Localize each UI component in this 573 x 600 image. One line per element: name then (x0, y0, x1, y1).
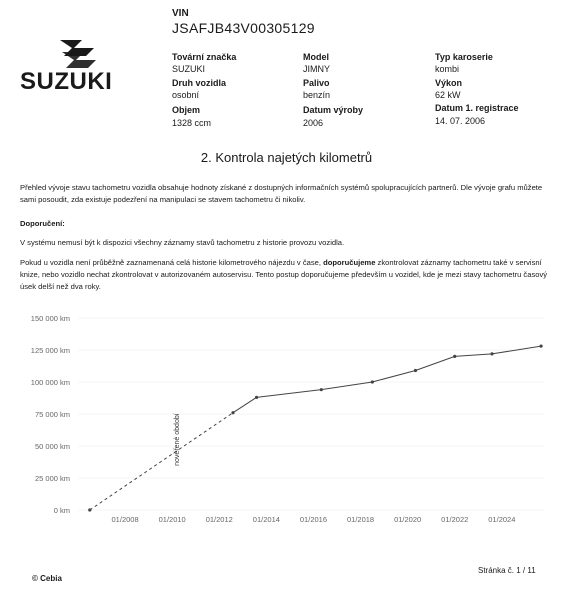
series-segment (415, 356, 454, 370)
brand-logo-text: SUZUKI (20, 68, 113, 95)
chart-y-ticks (31, 314, 70, 515)
data-point (255, 396, 258, 399)
field-label-manufacture-date: Datum výroby (303, 105, 364, 115)
field-value-body: kombi (435, 64, 460, 74)
data-point (231, 411, 234, 414)
data-point (88, 508, 91, 511)
field-label-body: Typ karoserie (435, 52, 493, 62)
x-tick-label: 01/2010 (158, 515, 186, 524)
field-value-model: JIMNY (303, 64, 330, 74)
footer-brand: © Cebia (32, 574, 62, 583)
field-label-first-registration: Datum 1. registrace (435, 103, 519, 113)
series-segment (372, 370, 415, 382)
y-tick-label: 75 000 km (34, 410, 70, 419)
field-value-type: osobní (172, 90, 200, 100)
field-label-power: Výkon (435, 78, 463, 88)
chart-series (88, 345, 543, 512)
field-label-type: Druh vozidla (172, 78, 227, 88)
chart-annotation-unverified: nověřené období (174, 413, 182, 466)
series-segment (257, 390, 322, 398)
data-point (371, 380, 374, 383)
field-value-fuel: benzín (303, 90, 331, 100)
field-value-volume: 1328 ccm (172, 118, 212, 128)
recommendation-heading: Doporučení: (20, 219, 65, 228)
advice-text-b: zkontrolovat záznamy tachometru také v servisní knize, nebo vozidlo nechat zkontrolovat v autorizovaném autoservisu. Tento postup doporučujeme především u vozidel, kde je mezi stavy tachometru časový úsek delší než dva roky. (20, 258, 548, 291)
vin-value: JSAFJB43V00305129 (172, 20, 315, 36)
x-tick-label: 01/2016 (299, 515, 328, 524)
x-tick-label: 01/2024 (488, 515, 516, 524)
y-tick-label: 150 000 km (30, 314, 70, 323)
odometer-chart (0, 300, 573, 530)
field-value-manufacture-date: 2006 (303, 118, 324, 128)
y-tick-label: 125 000 km (30, 346, 70, 355)
advice-paragraph (20, 257, 555, 293)
y-tick-label: 25 000 km (34, 474, 70, 483)
data-point (453, 355, 456, 358)
field-label-volume: Objem (172, 105, 201, 115)
y-tick-label: 0 km (53, 506, 70, 515)
field-value-first-registration: 14. 07. 2006 (435, 116, 486, 126)
series-segment (233, 397, 257, 412)
chart-x-ticks (112, 515, 516, 524)
vin-label: VIN (172, 8, 189, 19)
y-tick-label: 100 000 km (30, 378, 70, 387)
field-value-brand: SUZUKI (172, 64, 206, 74)
page-number: Stránka č. 1 / 11 (478, 566, 536, 575)
field-label-brand: Tovární značka (172, 52, 237, 62)
chart-grid (78, 318, 545, 510)
x-tick-label: 01/2020 (394, 515, 422, 524)
advice-text-a: Pokud u vozidla není průběžně zaznamenaná celá historie kilometrového nájezdu v čase, (20, 258, 324, 267)
section-title: 2. Kontrola najetých kilometrů (200, 150, 373, 165)
x-tick-label: 01/2014 (252, 515, 280, 524)
intro-paragraph: Přehled vývoje stavu tachometru vozidla obsahuje hodnoty získané z dostupných informačních systémů spolupracujících partnerů. Dle vývoje grafu můžete sami posoudit, zda existuje podezření na manipulaci se stavem tachometru či nikoliv. (20, 183, 543, 204)
x-tick-label: 01/2008 (111, 515, 139, 524)
unverified-segment (90, 413, 233, 510)
data-point (320, 388, 323, 391)
series-segment (321, 382, 372, 390)
x-tick-label: 01/2012 (205, 515, 233, 524)
data-point (539, 345, 542, 348)
field-value-power: 62 kW (435, 90, 461, 100)
data-point (414, 369, 417, 372)
x-tick-label: 01/2018 (346, 515, 375, 524)
series-segment (455, 354, 492, 357)
field-label-model: Model (303, 52, 329, 62)
recommendation-paragraph: V systému nemusí být k dispozici všechny záznamy stavů tachometru z historie provozu vozidla. (20, 238, 345, 247)
advice-text-emphasis: doporučujeme (323, 258, 376, 267)
x-tick-label: 01/2022 (441, 515, 469, 524)
data-point (490, 352, 493, 355)
field-label-fuel: Palivo (303, 78, 330, 88)
y-tick-label: 50 000 km (34, 442, 70, 451)
